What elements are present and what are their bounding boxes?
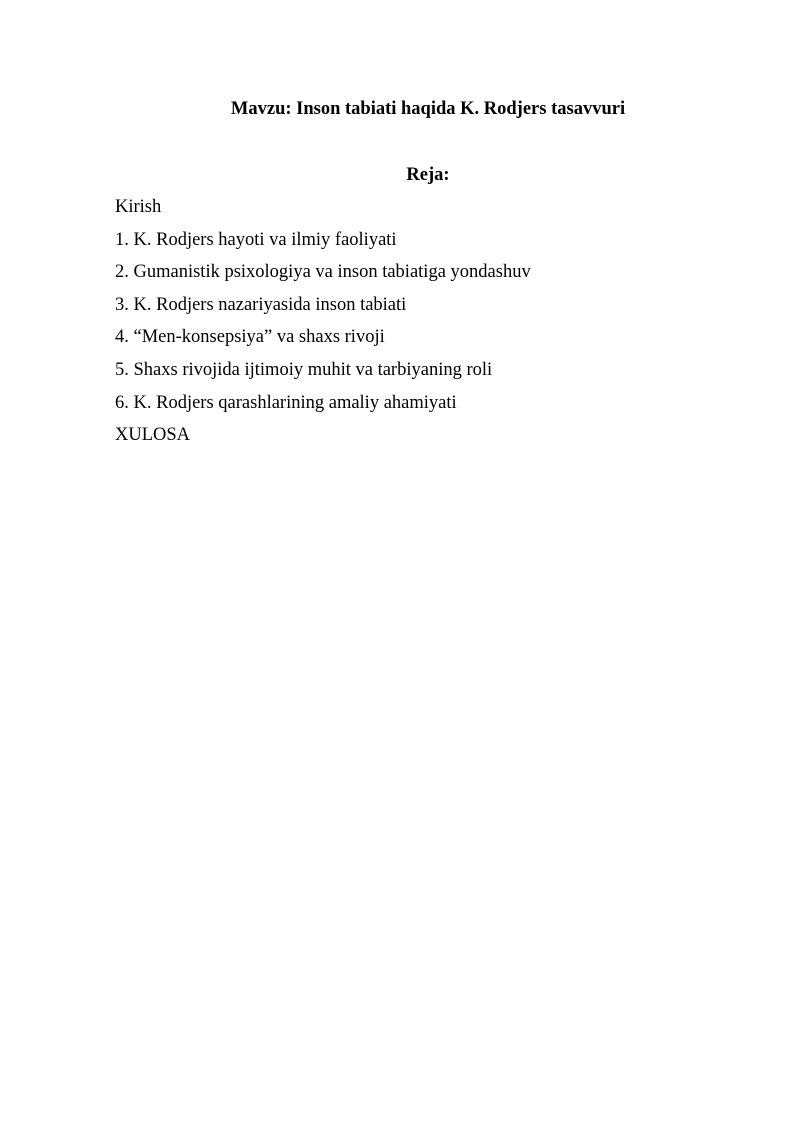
plan-item-2: 2. Gumanistik psixologiya va inson tabiatiga yondashuv xyxy=(115,262,531,283)
plan-item-conclusion: XULOSA xyxy=(115,425,191,446)
plan-item-1: 1. K. Rodjers hayoti va ilmiy faoliyati xyxy=(115,229,397,250)
plan-item-3: 3. K. Rodjers nazariyasida inson tabiati xyxy=(115,294,407,315)
plan-item-4: 4. “Men-konsepsiya” va shaxs rivoji xyxy=(115,327,385,348)
plan-item-5: 5. Shaxs rivojida ijtimoiy muhit va tarbiyaning roli xyxy=(115,359,493,380)
document-title: Mavzu: Inson tabiati haqida K. Rodjers tasavvuri xyxy=(230,99,626,119)
plan-item-intro: Kirish xyxy=(115,197,162,217)
plan-list xyxy=(115,195,531,456)
plan-item-6: 6. K. Rodjers qarashlarining amaliy ahamiyati xyxy=(115,392,457,413)
plan-heading: Reja: xyxy=(406,165,450,185)
